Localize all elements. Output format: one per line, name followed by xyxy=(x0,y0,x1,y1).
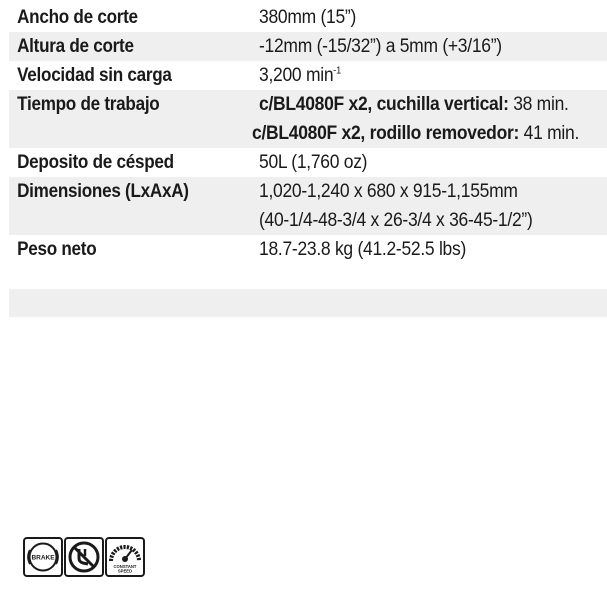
spec-value xyxy=(252,123,579,145)
spec-value xyxy=(259,94,579,116)
empty-shaded-row xyxy=(9,289,607,317)
brake-icon-text: BRAKE xyxy=(31,554,55,562)
spec-row-work-time xyxy=(9,90,607,119)
spec-label: Deposito de césped xyxy=(17,151,174,173)
spec-value: 50L (1,760 oz) xyxy=(259,151,368,173)
spec-row-work-time-2 xyxy=(9,119,607,148)
spec-row-cut-height xyxy=(9,32,607,61)
spec-row-dimensions-2 xyxy=(9,206,607,235)
spec-value-condition: c/BL4080F x2, cuchilla vertical: xyxy=(259,93,509,115)
spec-value: 1,020-1,240 x 680 x 915-1,155mm xyxy=(259,180,518,202)
spec-value: -12mm (-15/32”) a 5mm (+3/16”) xyxy=(259,35,502,57)
spec-row-cut-width xyxy=(9,3,607,32)
spec-row-net-weight xyxy=(9,235,607,264)
constant-speed-icon xyxy=(105,537,145,577)
spec-label: Peso neto xyxy=(17,238,97,260)
speed-value: 3,200 min xyxy=(259,64,334,86)
spec-label: Velocidad sin carga xyxy=(17,64,172,86)
spec-value: 18.7-23.8 kg (41.2-52.5 lbs) xyxy=(259,238,467,260)
spec-row-no-load-speed xyxy=(9,61,607,90)
brake-icon xyxy=(23,537,63,577)
spec-row-grass-bag xyxy=(9,148,607,177)
spec-label: Dimensiones (LxAxA) xyxy=(17,180,189,202)
feature-icons xyxy=(23,537,145,577)
spec-value-time: 38 min. xyxy=(508,93,569,115)
constant-speed-text-2: SPEED xyxy=(117,568,133,574)
spec-value: (40-1/4-48-3/4 x 26-3/4 x 36-45-1/2”) xyxy=(259,209,533,231)
spec-table xyxy=(9,3,607,264)
no-tool-icon xyxy=(64,537,104,577)
spec-value: 380mm (15”) xyxy=(259,6,357,28)
constant-speed-text-1: CONSTANT xyxy=(113,564,137,569)
spec-value-condition: c/BL4080F x2, rodillo removedor: xyxy=(251,122,519,144)
spec-row-dimensions xyxy=(9,177,607,206)
spec-value-time: 41 min. xyxy=(518,122,579,144)
spec-value xyxy=(259,65,579,87)
spec-label: Ancho de corte xyxy=(17,6,138,28)
spec-label: Tiempo de trabajo xyxy=(17,93,160,115)
spec-label: Altura de corte xyxy=(17,35,134,57)
speed-unit-exponent: -1 xyxy=(333,65,341,77)
